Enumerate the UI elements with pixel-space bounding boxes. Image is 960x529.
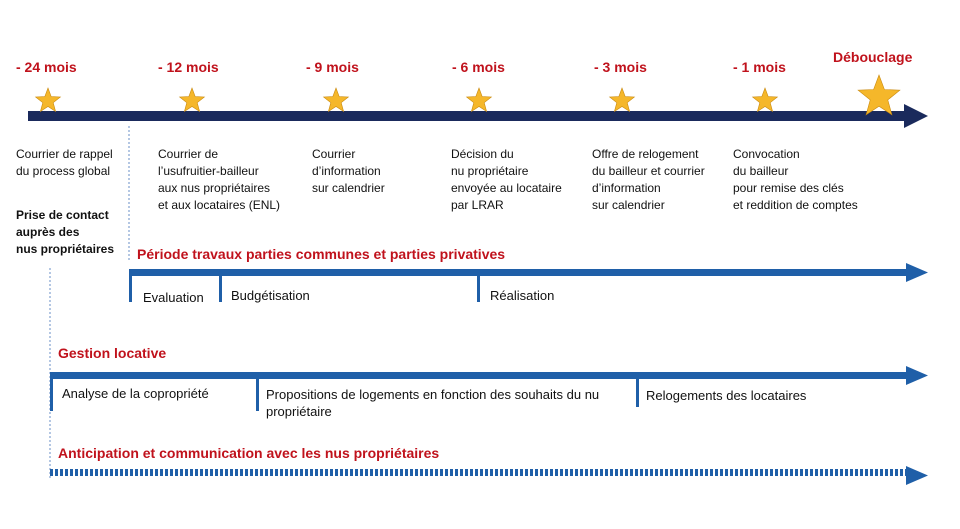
milestone-star-icon xyxy=(467,88,492,112)
milestone-label: Débouclage xyxy=(833,49,913,65)
contact-note: Prise de contact auprès des nus propriétaires xyxy=(16,208,115,256)
milestone-description: Courrier de rappel du process global xyxy=(16,147,113,178)
milestone-description: Courrier de l’usufruitier-bailleur aux nus propriétaires et aux locataires (ENL) xyxy=(158,147,281,212)
milestone-label: - 1 mois xyxy=(733,59,786,75)
milestone-star-icon xyxy=(610,88,635,112)
milestone-description: Courrier d’information sur calendrier xyxy=(312,147,385,195)
communication-arrow xyxy=(50,466,928,485)
phase-realisation: Réalisation xyxy=(490,288,555,303)
milestone-star-icon xyxy=(858,75,900,115)
milestone-description: Convocation du bailleur pour remise des clés et reddition de comptes xyxy=(733,147,858,212)
milestone-stars xyxy=(36,75,900,115)
rental-title: Gestion locative xyxy=(58,345,167,361)
phase-propositions: Propositions de logements en fonction des souhaits du nu propriétaire xyxy=(266,387,600,419)
milestone-star-icon xyxy=(180,88,205,112)
milestone-star-icon xyxy=(324,88,349,112)
milestone-description: Offre de relogement du bailleur et courrier d’information sur calendrier xyxy=(592,147,705,212)
communication-title: Anticipation et communication avec les nus propriétaires xyxy=(58,445,440,461)
milestone-description: Décision du nu propriétaire envoyée au locataire par LRAR xyxy=(451,147,562,212)
milestone-label: - 6 mois xyxy=(452,59,505,75)
works-title: Période travaux parties communes et parties privatives xyxy=(137,246,506,262)
milestone-label: - 9 mois xyxy=(306,59,359,75)
phase-relogements: Relogements des locataires xyxy=(646,388,807,403)
milestone-star-icon xyxy=(36,88,61,112)
milestone-label: - 24 mois xyxy=(16,59,77,75)
phase-budgetisation: Budgétisation xyxy=(231,288,310,303)
milestone-label: - 3 mois xyxy=(594,59,647,75)
milestone-label: - 12 mois xyxy=(158,59,219,75)
main-timeline-arrow xyxy=(28,104,928,128)
phase-evaluation: Evaluation xyxy=(143,290,204,305)
milestone-star-icon xyxy=(753,88,778,112)
phase-analyse: Analyse de la copropriété xyxy=(62,386,209,401)
